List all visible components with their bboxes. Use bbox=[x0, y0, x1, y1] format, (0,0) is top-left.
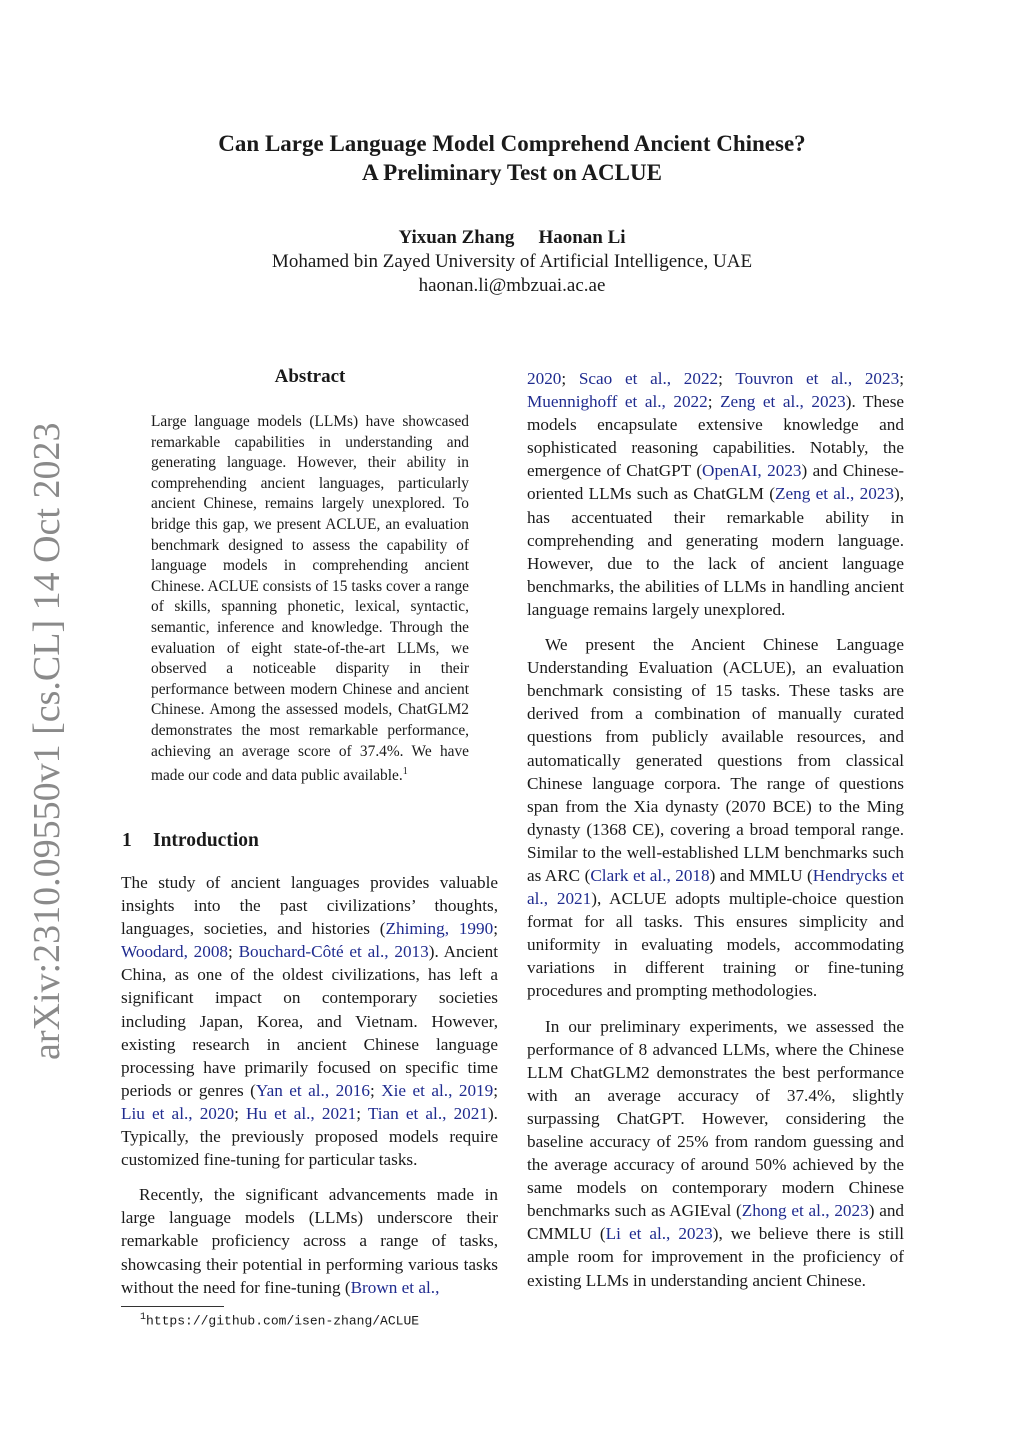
footnote-rule bbox=[121, 1306, 224, 1307]
text-run: ; bbox=[493, 919, 498, 939]
section-title: Introduction bbox=[153, 830, 259, 851]
text-run: ), ACLUE adopts multiple-choice question format for all tasks. This ensures simplicity and uniformity in evaluating models, accommodating variations in different training or fine-tuning procedures and prompting methodologies. bbox=[527, 889, 904, 1001]
citation-link[interactable]: Clark et al., 2018 bbox=[590, 865, 710, 885]
email[interactable]: haonan.li@mbzuai.ac.ae bbox=[418, 275, 606, 296]
citation-link[interactable]: Zeng et al., 2023 bbox=[720, 392, 846, 412]
text-run: ), has accentuated their remarkable ability in comprehending and generating modern language. However, due to the lack of ancient language benchmarks, the abilities of LLMs in handling ancient language remains largely unexplored. bbox=[527, 484, 905, 619]
citation-link[interactable]: Zeng et al., 2023 bbox=[774, 484, 894, 504]
text-run: ), we believe there is still ample room for improvement in the proficiency of existing LLMs in understanding ancient Chinese. bbox=[527, 1224, 904, 1290]
arxiv-stamp: arXiv:2310.09550v1 [cs.CL] 14 Oct 2023 bbox=[26, 422, 68, 1060]
text-run: ). These models encapsulate extensive knowledge and sophisticated reasoning capabilities. Notably, the emergence of ChatGPT ( bbox=[527, 392, 905, 481]
abstract-body bbox=[151, 412, 469, 787]
citation-link[interactable]: Zhiming, 1990 bbox=[385, 919, 494, 939]
abstract-text: Large language models (LLMs) have showcased remarkable capabilities in understanding and generating language. However, their ability in comprehending ancient languages, particularly ancient Chinese, remains largely unexplored. To bridge this gap, we present ACLUE, an evaluation benchmark designed to assess the capability of language models in comprehending ancient Chinese. ACLUE consists of 15 tasks cover a range of skills, spanning phonetic, lexical, syntactic, semantic, inference and knowledge. Through the evaluation of eight state-of-the-art LLMs, we observed a noticeable disparity in their performance between modern Chinese and ancient Chinese. Among the assessed models, ChatGLM2 demonstrates the most remarkable performance, achieving an average score of 37.4%. We have made our code and data public available. bbox=[151, 413, 469, 785]
text-run: ) and MMLU ( bbox=[709, 865, 813, 885]
citation-link[interactable]: Touvron et al., 2023 bbox=[735, 369, 900, 388]
author-name: Yixuan Zhang bbox=[398, 227, 515, 248]
paragraph bbox=[527, 367, 904, 621]
citation-link[interactable]: Brown et al., bbox=[350, 1277, 440, 1297]
footnote-mark[interactable]: 1 bbox=[402, 766, 408, 778]
citation-link[interactable]: OpenAI, 2023 bbox=[702, 461, 802, 481]
citation-link[interactable]: Hu et al., 2021 bbox=[246, 1103, 357, 1123]
text-run: We present the Ancient Chinese Language Understanding Evaluation (ACLUE), an evaluation benchmark consisting of 15 tasks. These tasks are derived from a combination of manually curated questions from publicly available resources, and automatically generated questions from classical Chinese language corpora. The range of questions span from the Xia dynasty (2070 BCE) to the Ming dynasty (1368 CE), covering a broad temporal range. Similar to the well-established LLM benchmarks such as ARC ( bbox=[527, 635, 904, 885]
text-run: ; bbox=[561, 369, 579, 388]
paper-title-line-1: Can Large Language Model Comprehend Ancient Chinese? bbox=[218, 131, 806, 156]
citation-link[interactable]: Zhong et al., 2023 bbox=[741, 1201, 869, 1221]
text-run: In our preliminary experiments, we assessed the performance of 8 advanced LLMs, where the Chinese LLM ChatGLM2 demonstrates the best performance with an average accuracy of 37.4%, slightly surpassing ChatGPT. However, considering the baseline accuracy of 25% from random guessing and the average accuracy of around 50% achieved by the same models on contemporary modern Chinese benchmarks such as AGIEval ( bbox=[527, 1016, 904, 1221]
text-run: ; bbox=[493, 1080, 499, 1100]
paragraph bbox=[527, 1015, 904, 1292]
text-run: Recently, the significant advancements made in large language models (LLMs) underscore their remarkable proficiency across a range of tasks, showcasing their potential in performing various tasks without the need for fine-tuning ( bbox=[121, 1185, 498, 1297]
citation-link[interactable]: Yan et al., 2016 bbox=[255, 1080, 370, 1100]
text-run: ; bbox=[718, 369, 736, 388]
citation-link[interactable]: Hendrycks et al., 2021 bbox=[527, 865, 904, 909]
text-run: ) and Chinese-oriented LLMs such as ChatGLM ( bbox=[527, 461, 904, 504]
paragraph bbox=[527, 633, 904, 1003]
text-run: The study of ancient languages provides valuable insights into the past civilizations’ thoughts, languages, societies, and histories ( bbox=[121, 873, 498, 939]
text-run: ; bbox=[234, 1103, 247, 1123]
citation-link[interactable]: Liu et al., 2020 bbox=[121, 1103, 235, 1123]
paper-title-line-2: A Preliminary Test on ACLUE bbox=[362, 160, 662, 185]
text-run: ; bbox=[707, 392, 721, 412]
text-run: ; bbox=[899, 369, 904, 388]
author-name: Haonan Li bbox=[538, 227, 626, 248]
citation-link[interactable]: Woodard, 2008 bbox=[121, 942, 229, 962]
footnote-number: 1 bbox=[140, 1312, 147, 1323]
section-number: 1 bbox=[122, 830, 132, 851]
text-run: ; bbox=[356, 1103, 368, 1123]
text-run: ) and CMMLU ( bbox=[527, 1201, 905, 1244]
left-column bbox=[121, 871, 498, 1311]
citation-link[interactable]: Scao et al., 2022 bbox=[578, 369, 719, 388]
citation-link[interactable]: Bouchard-Côté et al., 2013 bbox=[238, 942, 429, 962]
section-heading bbox=[122, 830, 259, 852]
paragraph bbox=[121, 1183, 498, 1298]
citation-link[interactable]: Li et al., 2023 bbox=[605, 1224, 713, 1244]
citation-link[interactable]: 2020 bbox=[527, 369, 562, 388]
text-run: ). Typically, the previously proposed models require customized fine-tuning for particular tasks. bbox=[121, 1103, 498, 1170]
footnote-url[interactable]: https://github.com/isen-zhang/ACLUE bbox=[146, 1313, 420, 1329]
paragraph bbox=[121, 871, 498, 1171]
affiliation: Mohamed bin Zayed University of Artificial Intelligence, UAE bbox=[271, 251, 753, 272]
right-column bbox=[527, 367, 904, 1304]
text-run: ; bbox=[228, 942, 239, 962]
text-run: ). Ancient China, as one of the oldest civilizations, has left a significant impact on contemporary societies including Japan, Korea, and Vietnam. However, existing research in ancient Chinese language processing have primarily focused on specific time periods or genres ( bbox=[121, 942, 498, 1100]
citation-link[interactable]: Tian et al., 2021 bbox=[367, 1103, 488, 1123]
author-list bbox=[100, 226, 924, 250]
text-run: ; bbox=[369, 1080, 382, 1100]
abstract-heading: Abstract bbox=[274, 366, 346, 387]
citation-link[interactable]: Muennighoff et al., 2022 bbox=[527, 392, 708, 412]
footnote bbox=[140, 1312, 419, 1328]
citation-link[interactable]: Xie et al., 2019 bbox=[381, 1080, 494, 1100]
